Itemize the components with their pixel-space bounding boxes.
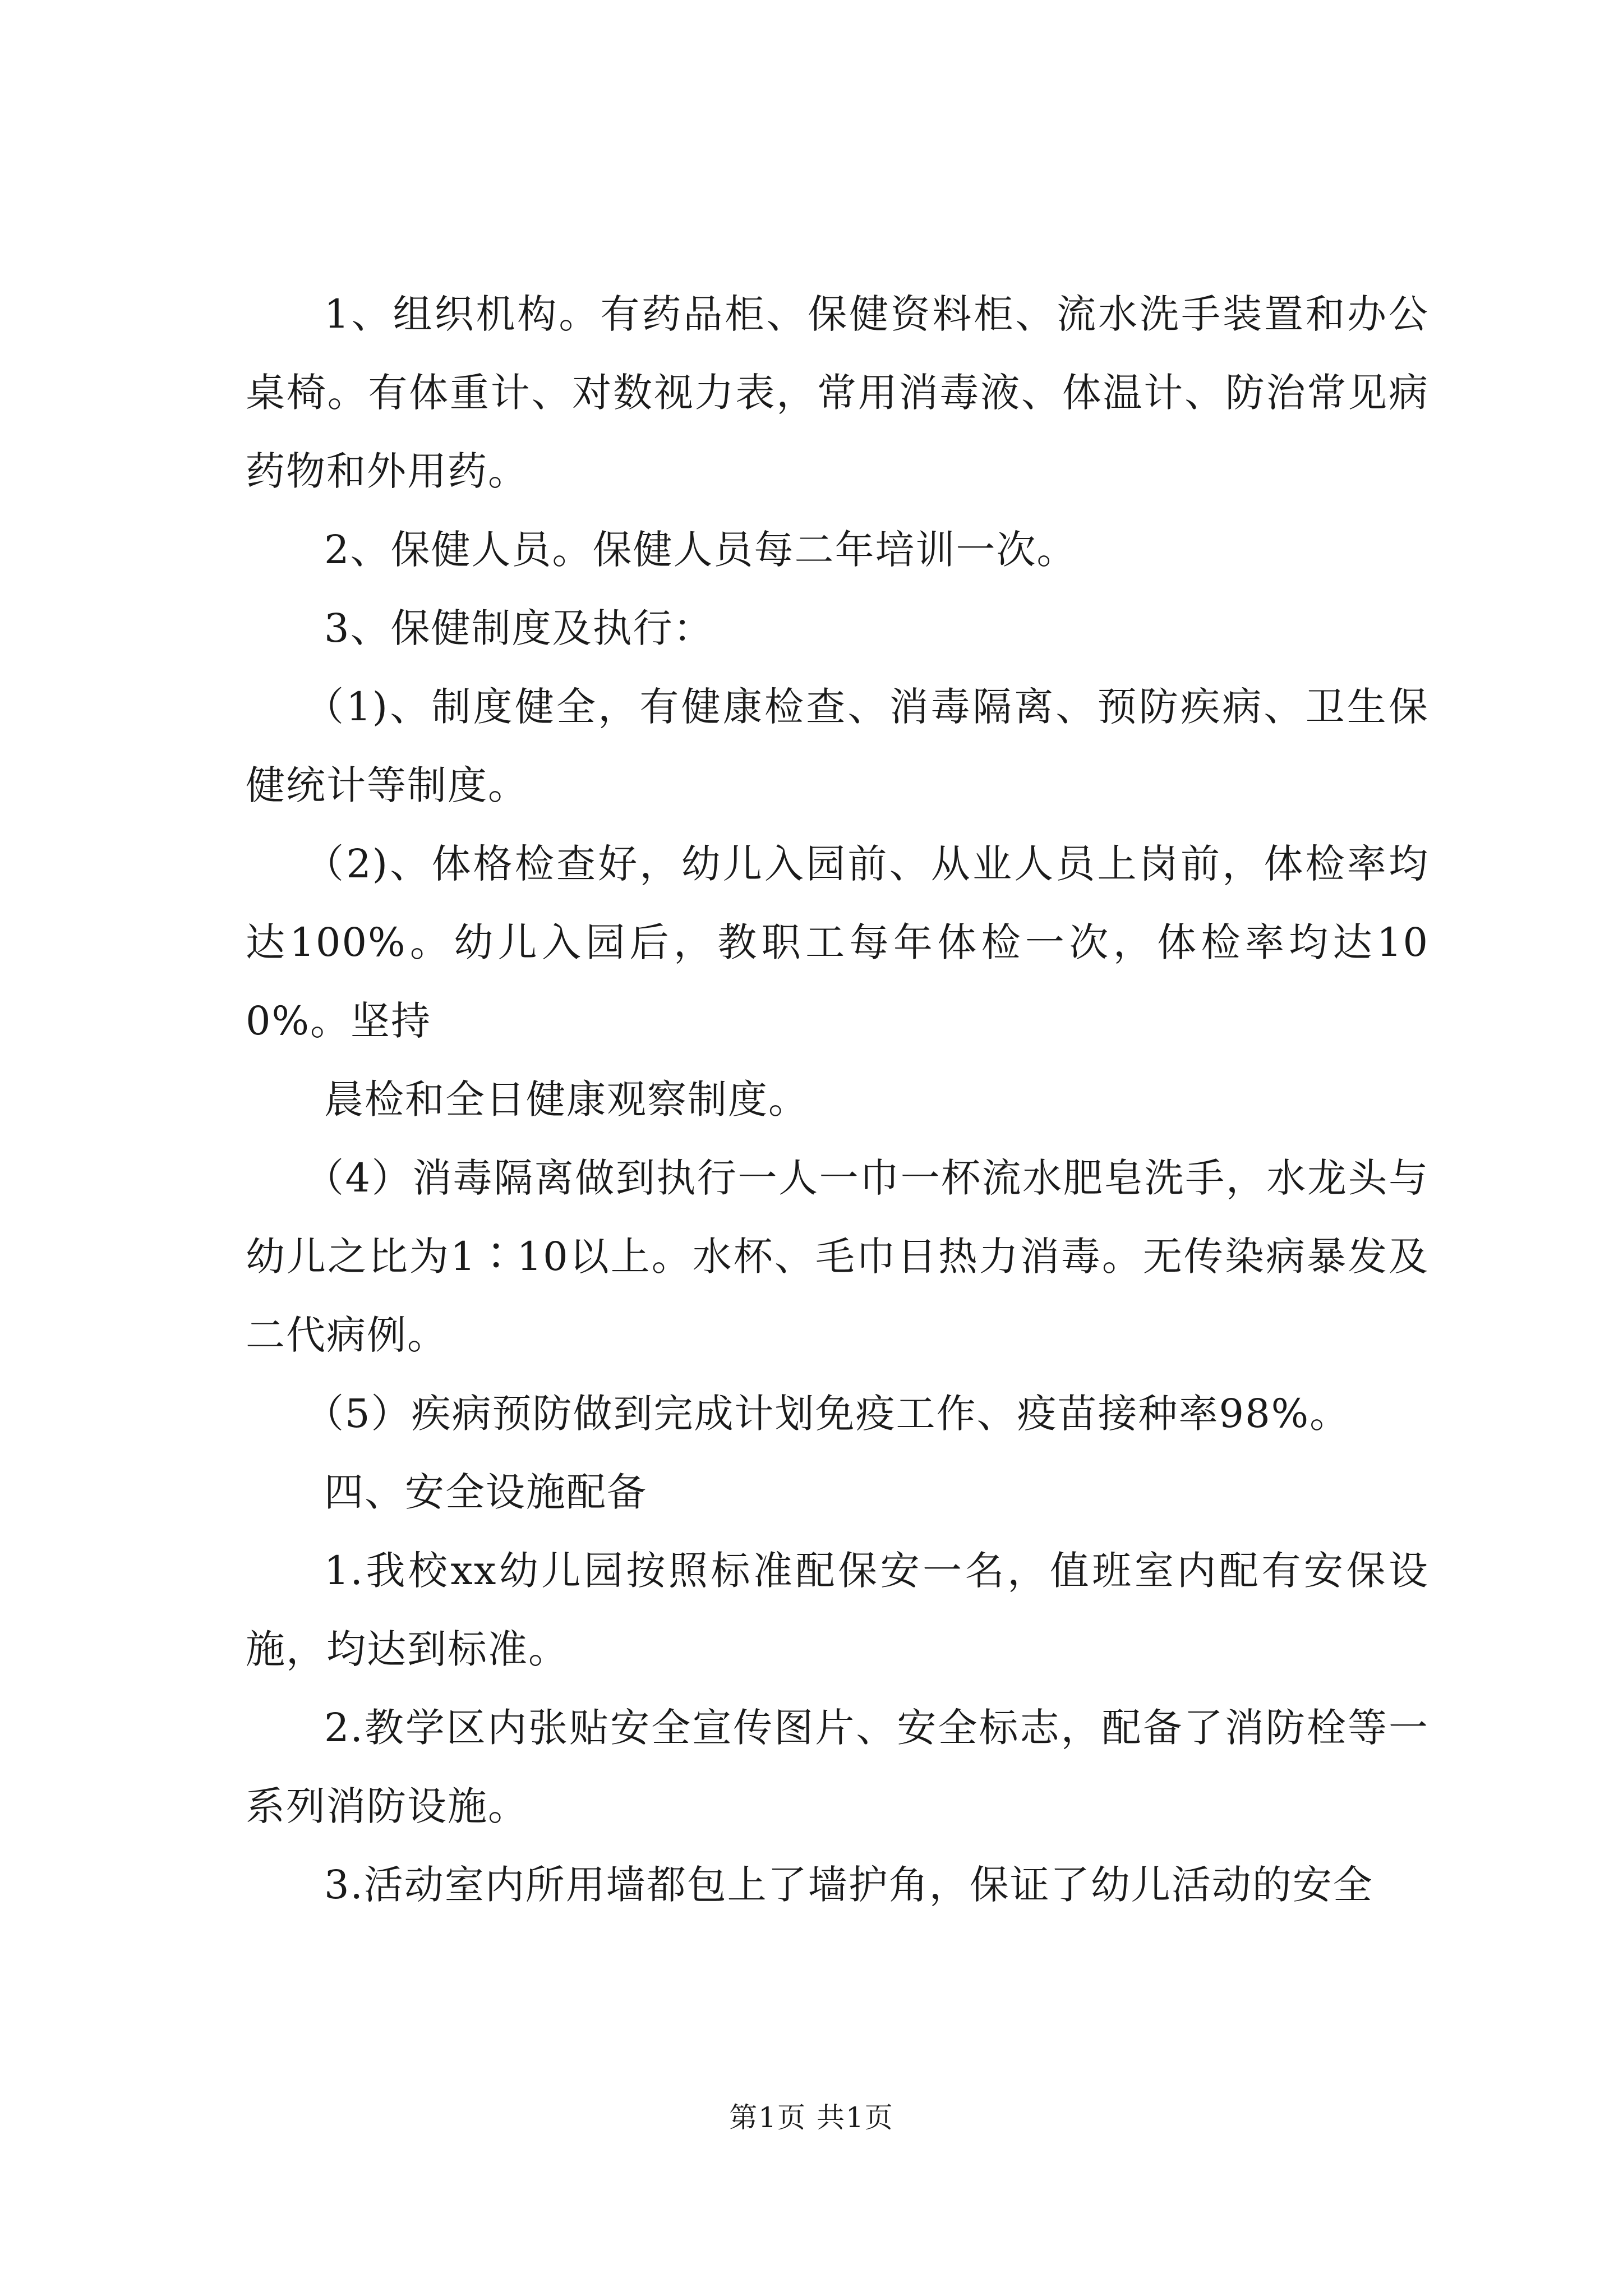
paragraph-security-guard: 1.我校xx幼儿园按照标准配保安一名，值班室内配有安保设施，均达到标准。 bbox=[246, 1548, 1429, 1672]
paragraph-health-system-heading: 3、保健制度及执行： bbox=[324, 605, 714, 651]
section-heading-safety-facilities: 四、安全设施配备 bbox=[324, 1469, 647, 1515]
document-body bbox=[246, 275, 1429, 1924]
paragraph-morning-check: 晨检和全日健康观察制度。 bbox=[324, 1076, 809, 1122]
paragraph-physical-exam: （2)、体格检查好，幼儿入园前、从业人员上岗前，体检率均达100%。幼儿入园后，教职工每年体检一次，体检率均达100%。坚持 bbox=[246, 841, 1429, 1044]
paragraph-safety-posters: 2.教学区内张贴安全宣传图片、安全标志，配备了消防栓等一系列消防设施。 bbox=[246, 1705, 1429, 1829]
paragraph-health-staff: 2、保健人员。保健人员每二年培训一次。 bbox=[324, 527, 1077, 573]
paragraph-system-complete: （1)、制度健全，有健康检查、消毒隔离、预防疾病、卫生保健统计等制度。 bbox=[246, 684, 1429, 808]
paragraph-disinfection: （4）消毒隔离做到执行一人一巾一杯流水肥皂洗手，水龙头与幼儿之比为1∶10以上。水杯、毛巾日热力消毒。无传染病暴发及二代病例。 bbox=[246, 1155, 1429, 1358]
paragraph-wall-guards: 3.活动室内所用墙都包上了墙护角，保证了幼儿活动的安全 bbox=[324, 1862, 1373, 1908]
paragraph-disease-prevention: （5）疾病预防做到完成计划免疫工作、疫苗接种率98%。 bbox=[305, 1391, 1350, 1437]
page-number-footer: 第1页 共1页 bbox=[729, 2101, 894, 2134]
paragraph-org-structure: 1、组织机构。有药品柜、保健资料柜、流水洗手装置和办公桌椅。有体重计、对数视力表，常用消毒液、体温计、防治常见病药物和外用药。 bbox=[246, 291, 1429, 494]
